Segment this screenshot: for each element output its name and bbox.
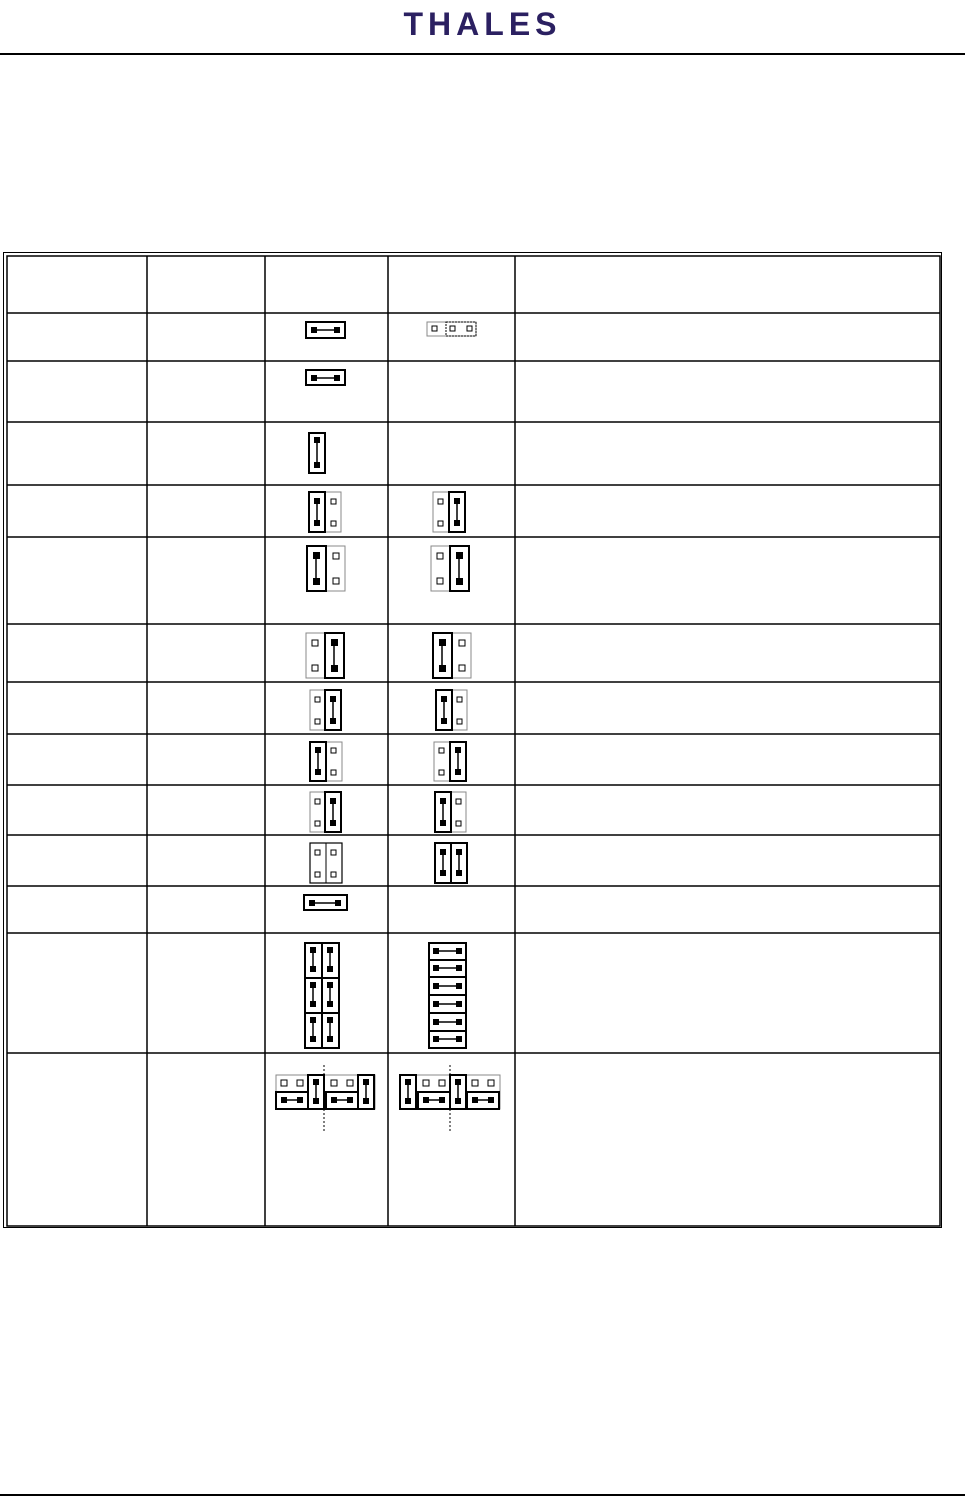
jumper-icon-row1-b bbox=[427, 322, 476, 336]
jumper-icon-row8-a bbox=[310, 742, 342, 781]
jumper-icon-row9-b bbox=[435, 792, 466, 832]
jumper-icon-row1-a bbox=[306, 322, 345, 338]
page-header bbox=[0, 0, 965, 54]
jumper-table-drawing bbox=[4, 253, 943, 1229]
jumper-icon-row4-a bbox=[309, 492, 341, 532]
jumper-icon-row10-a bbox=[310, 843, 342, 883]
jumper-icon-row3-a bbox=[309, 433, 325, 473]
logo-text: THALES bbox=[403, 6, 562, 42]
jumper-icon-row11-a bbox=[304, 895, 347, 910]
thales-logo bbox=[0, 6, 965, 43]
jumper-icon-row7-a bbox=[310, 690, 341, 730]
jumper-icon-row2-a bbox=[306, 370, 345, 385]
jumper-icon-row6-b bbox=[433, 633, 471, 678]
jumper-icon-row5-b bbox=[431, 546, 469, 591]
jumper-icon-row13-b bbox=[400, 1065, 500, 1131]
jumper-icon-row7-b bbox=[436, 690, 467, 730]
header-rule bbox=[0, 53, 965, 55]
jumper-icon-row9-a bbox=[310, 792, 341, 832]
jumper-icon-row10-b bbox=[435, 843, 467, 883]
jumper-icon-row4-b bbox=[433, 492, 465, 532]
jumper-icon-row8-b bbox=[434, 742, 466, 781]
jumper-icon-row13-a bbox=[276, 1065, 375, 1131]
footer-rule bbox=[0, 1494, 965, 1496]
jumper-icon-row6-a bbox=[306, 633, 344, 678]
jumper-icon-row12-b bbox=[429, 943, 466, 1048]
jumper-icon-row12-a bbox=[305, 943, 339, 1048]
jumper-table bbox=[3, 252, 942, 1228]
jumper-icon-row5-a bbox=[307, 546, 345, 591]
